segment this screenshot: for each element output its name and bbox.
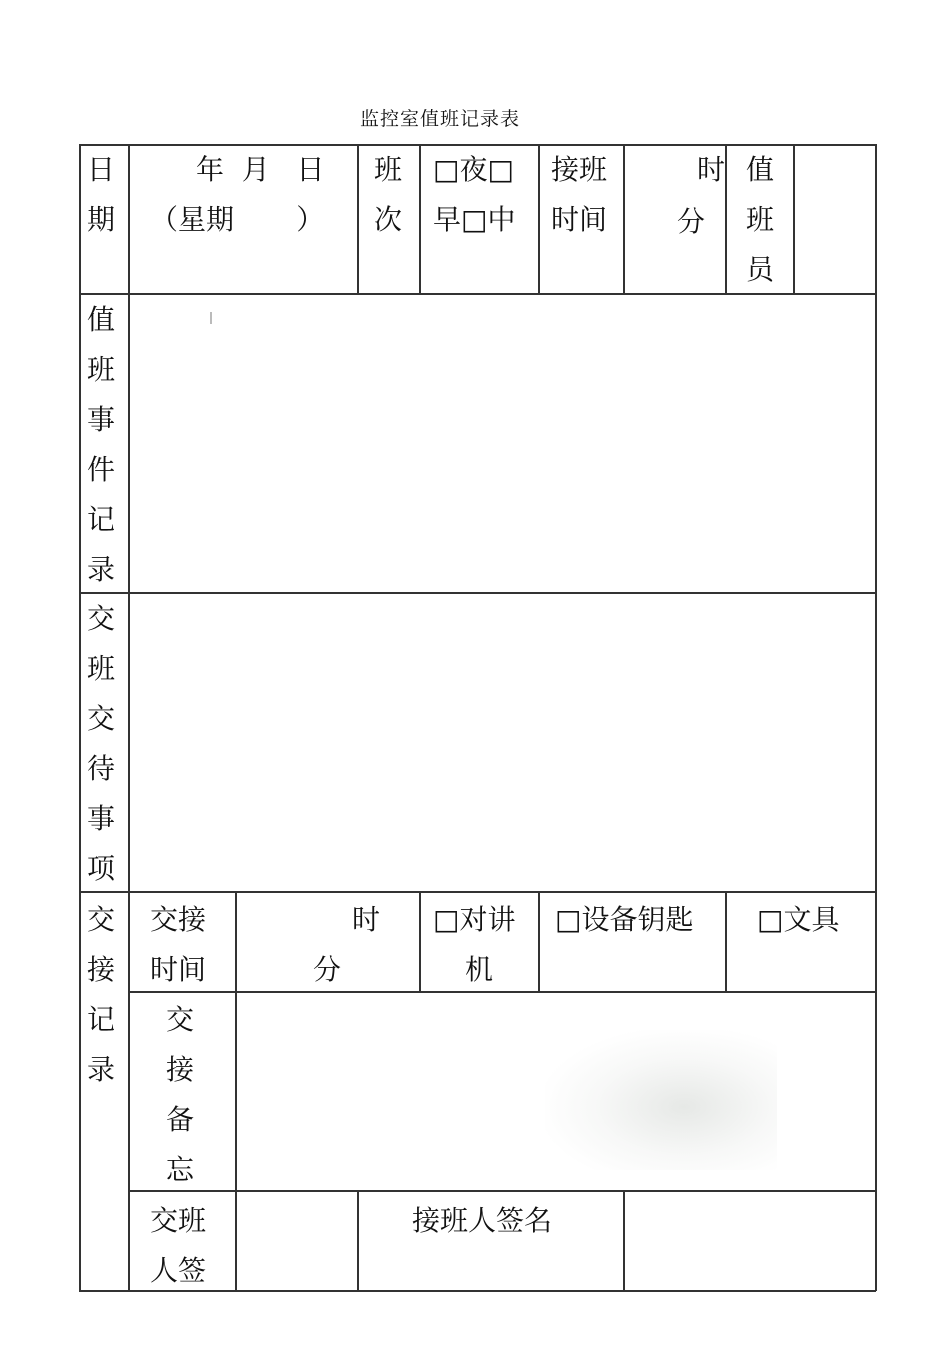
handover-signature-label-1: 交班 [150,1204,207,1237]
duty-officer-label: 值 班 员 [745,153,774,286]
handover-signature-label-2: 人签 [150,1254,207,1287]
handover-items-field[interactable] [130,594,874,890]
shift-options-line1[interactable]: □夜□ [433,153,514,186]
shift-options-line2[interactable]: 早□中 [433,203,516,236]
item-keys-checkbox[interactable]: □设备钥匙 [555,903,694,936]
page-title: 监控室值班记录表 [359,108,520,130]
handover-hour-unit: 时 [352,903,381,936]
time-minute-unit: 分 [677,205,706,238]
handover-time-label-2: 时间 [150,953,207,986]
events-field[interactable] [130,295,874,591]
handover-items-label: 交 班 交 待 事 项 [86,602,115,885]
handover-record-label: 交 接 记 录 [86,903,115,1086]
events-label: 值 班 事 件 记 录 [86,303,115,586]
duty-officer-field[interactable] [795,146,874,292]
item-radio-checkbox[interactable]: □对讲 [433,903,516,936]
handover-minute-unit: 分 [313,953,342,986]
receiver-signature-label: 接班人签名 [412,1204,553,1237]
time-hour-unit: 时 [697,153,726,186]
handover-time-label-1: 交接 [150,903,207,936]
handover-time-label-1: 接班 [551,153,608,186]
memo-field[interactable] [237,993,874,1189]
date-label: 日 期 [86,153,115,236]
shift-label: 班 次 [373,153,402,236]
weekday-line: （星期 ） [150,203,325,236]
item-stationery-checkbox[interactable]: □文具 [757,903,840,936]
handover-time-label-2: 时间 [551,203,608,236]
receiver-signature-field[interactable] [625,1192,874,1289]
item-radio-label: 机 [465,953,494,986]
date-line: 年 月 日 [196,153,325,186]
handover-signature-field[interactable] [237,1192,356,1289]
memo-label: 交 接 备 忘 [165,1003,194,1186]
